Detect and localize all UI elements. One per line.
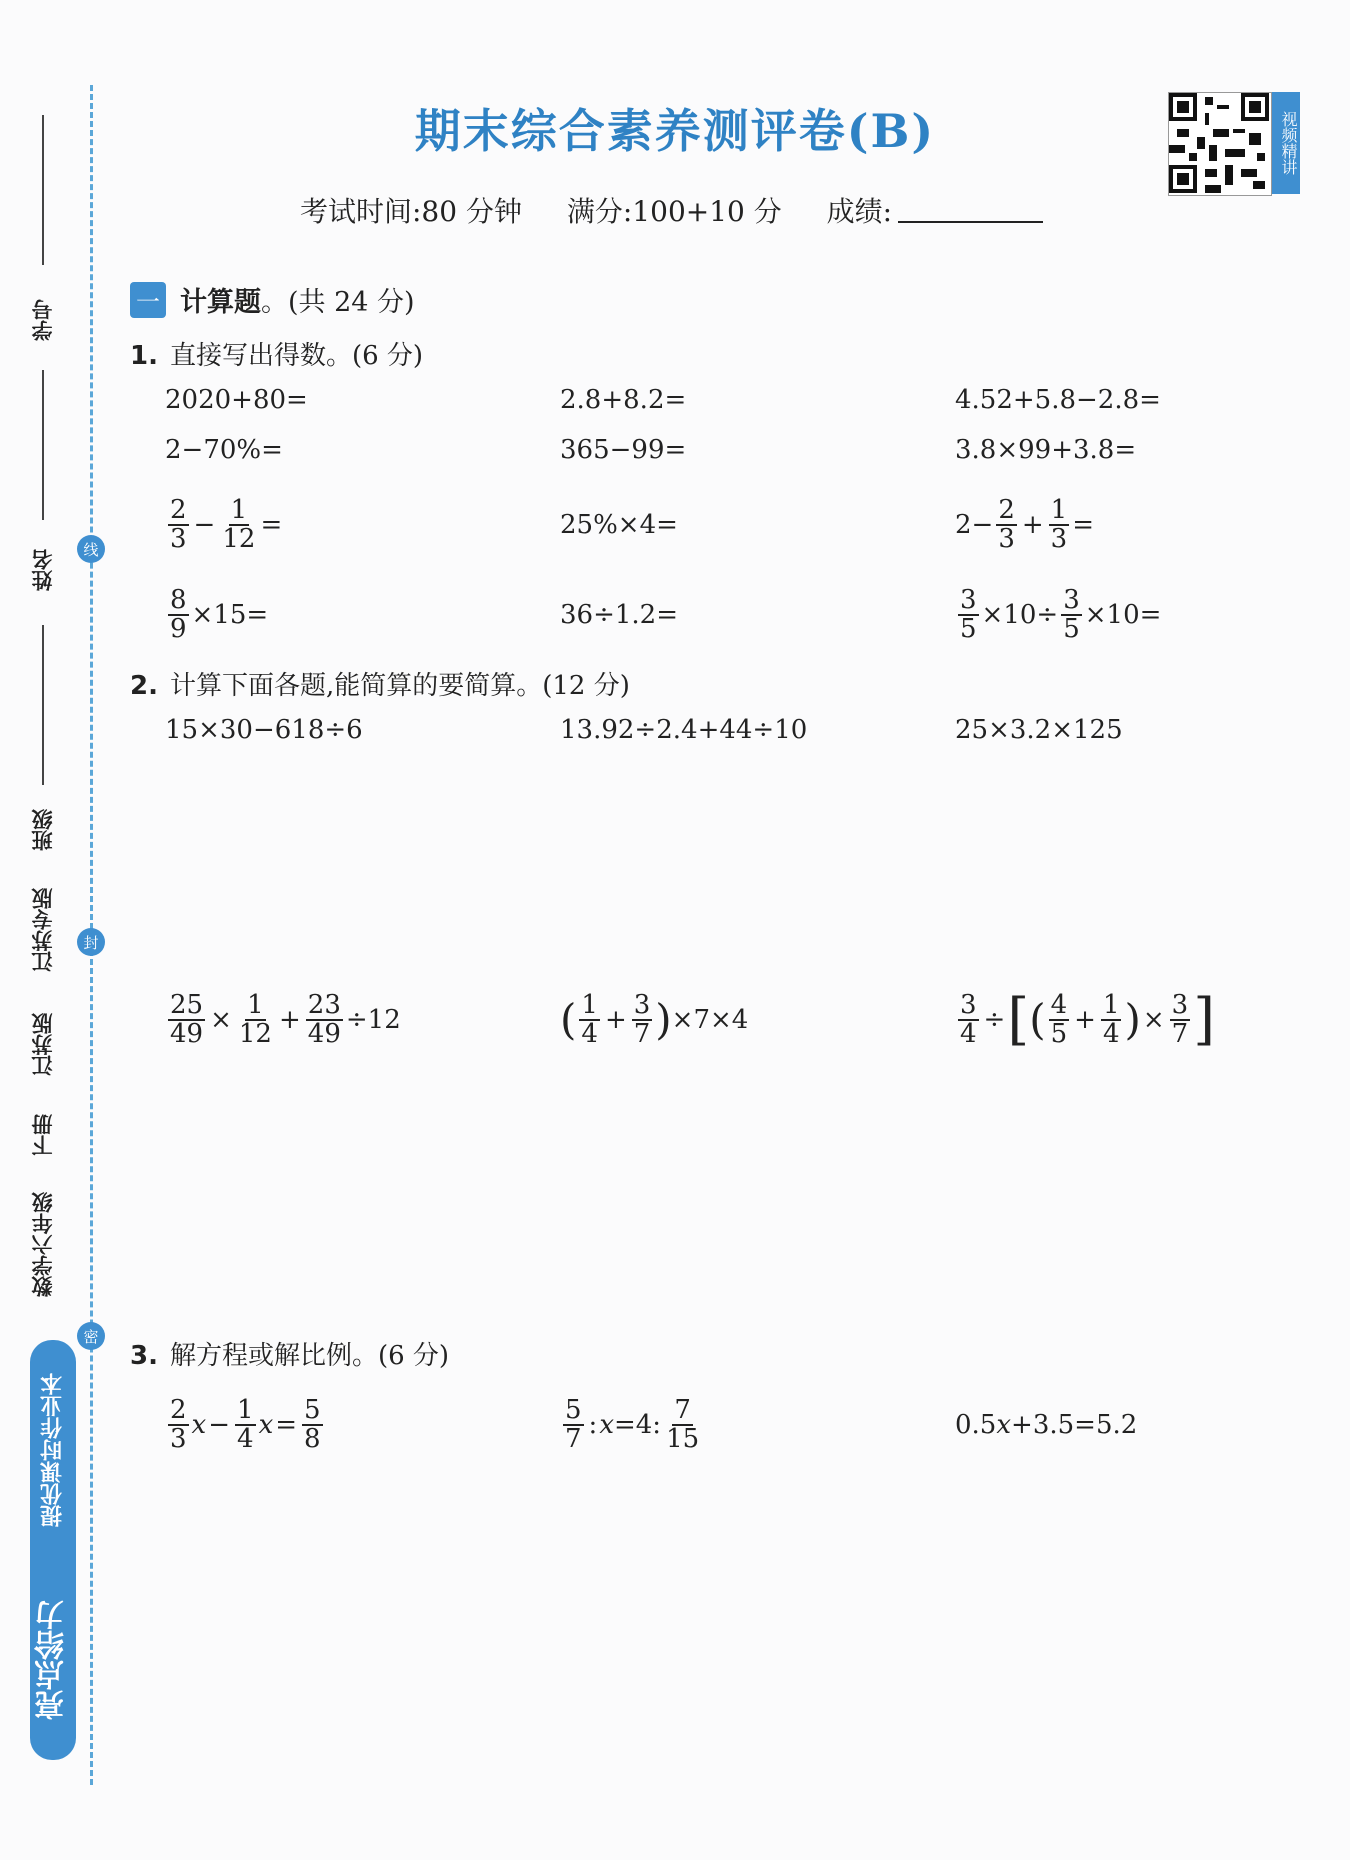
problem: $\frac{2}{3}$ − $\frac{1}{12}$ =	[170, 494, 283, 554]
qr-video-label: 视频精讲	[1272, 92, 1300, 194]
q3-row-1	[165, 1385, 1285, 1465]
problem: $\frac{3}{5}$ ×10÷ $\frac{3}{5}$ ×10=	[960, 584, 1162, 644]
problem: 2− $\frac{2}{3}$ + $\frac{1}{3}$ =	[955, 494, 1095, 554]
seal-line-mark: 线	[77, 535, 105, 563]
full-score: 满分:100+10 分	[566, 195, 782, 228]
class-label: 班级	[31, 809, 55, 851]
problem: $\frac{25}{49}$ × $\frac{1}{12}$ + $\frac{23}{49}$ ÷12	[170, 989, 401, 1049]
exam-time: 考试时间:80 分钟	[300, 195, 522, 228]
seal-seal-mark: 封	[77, 928, 105, 956]
score-label: 成绩:	[827, 195, 1079, 228]
section-heading	[130, 280, 415, 319]
exam-info	[300, 190, 1079, 230]
volume-label: 下册	[31, 1114, 55, 1156]
qr-code-icon[interactable]	[1168, 92, 1272, 196]
score-blank[interactable]	[898, 221, 1043, 223]
section-points: 。(共 24 分)	[261, 287, 415, 318]
name-line	[42, 370, 44, 520]
q1-row-2	[165, 430, 1285, 470]
problem: $\frac{5}{7}$ : x =4: $\frac{7}{15}$	[565, 1394, 700, 1454]
brand-logo-text: 亮点给力	[35, 1600, 70, 1720]
page-title: 期末综合素养测评卷(B)	[414, 104, 936, 158]
seal-dense-mark: 密	[77, 1322, 105, 1350]
section-title: 计算题	[180, 287, 261, 318]
problem: 2.8+8.2=	[560, 385, 687, 415]
problem: 13.92÷2.4+44÷10	[560, 715, 808, 745]
q1-row-4	[165, 575, 1285, 655]
edition-label-1: 江苏专版	[31, 888, 55, 972]
brand-subtitle: 提优课时作业本	[40, 1373, 66, 1527]
section-badge: 一	[130, 282, 166, 318]
class-line	[42, 625, 44, 785]
problem: $\frac{2}{3}$ x − $\frac{1}{4}$ x = $\frac{5}{8}$	[170, 1394, 321, 1454]
problem: 15×30−618÷6	[165, 715, 363, 745]
question-2: 2. 计算下面各题,能简算的要简算。(12 分)	[130, 671, 630, 701]
problem: 2020+80=	[165, 385, 308, 415]
question-3: 3. 解方程或解比例。(6 分)	[130, 1341, 450, 1371]
q1-row-3	[165, 485, 1285, 565]
problem: 4.52+5.8−2.8=	[955, 385, 1161, 415]
problem: 3.8×99+3.8=	[955, 435, 1137, 465]
problem: ( $\frac{1}{4}$ + $\frac{3}{7}$ ) ×7×4	[560, 989, 749, 1049]
question-1: 1. 直接写出得数。(6 分)	[130, 341, 424, 371]
edition-label-2: 江苏版	[31, 1013, 55, 1077]
problem: 25×3.2×125	[955, 715, 1123, 745]
problem: 25%×4=	[560, 510, 678, 540]
q2-row-2	[165, 975, 1285, 1065]
name-label: 姓名	[31, 549, 55, 591]
q2-row-1	[165, 710, 1285, 750]
q1-row-1	[165, 380, 1285, 420]
problem: 0.5 x +3.5=5.2	[955, 1410, 1138, 1440]
problem: 36÷1.2=	[560, 600, 679, 630]
subject-label: 数学六年级	[31, 1192, 55, 1298]
problem: 365−99=	[560, 435, 687, 465]
problem: 2−70%=	[165, 435, 283, 465]
student-id-label: 学号	[31, 299, 55, 341]
problem: $\frac{3}{4}$ ÷ [ ( $\frac{4}{5}$ + $\frac{1}{4}$ ) × $\frac{3}{7}$ ]	[960, 987, 1216, 1052]
problem: $\frac{8}{9}$ ×15=	[170, 584, 269, 644]
